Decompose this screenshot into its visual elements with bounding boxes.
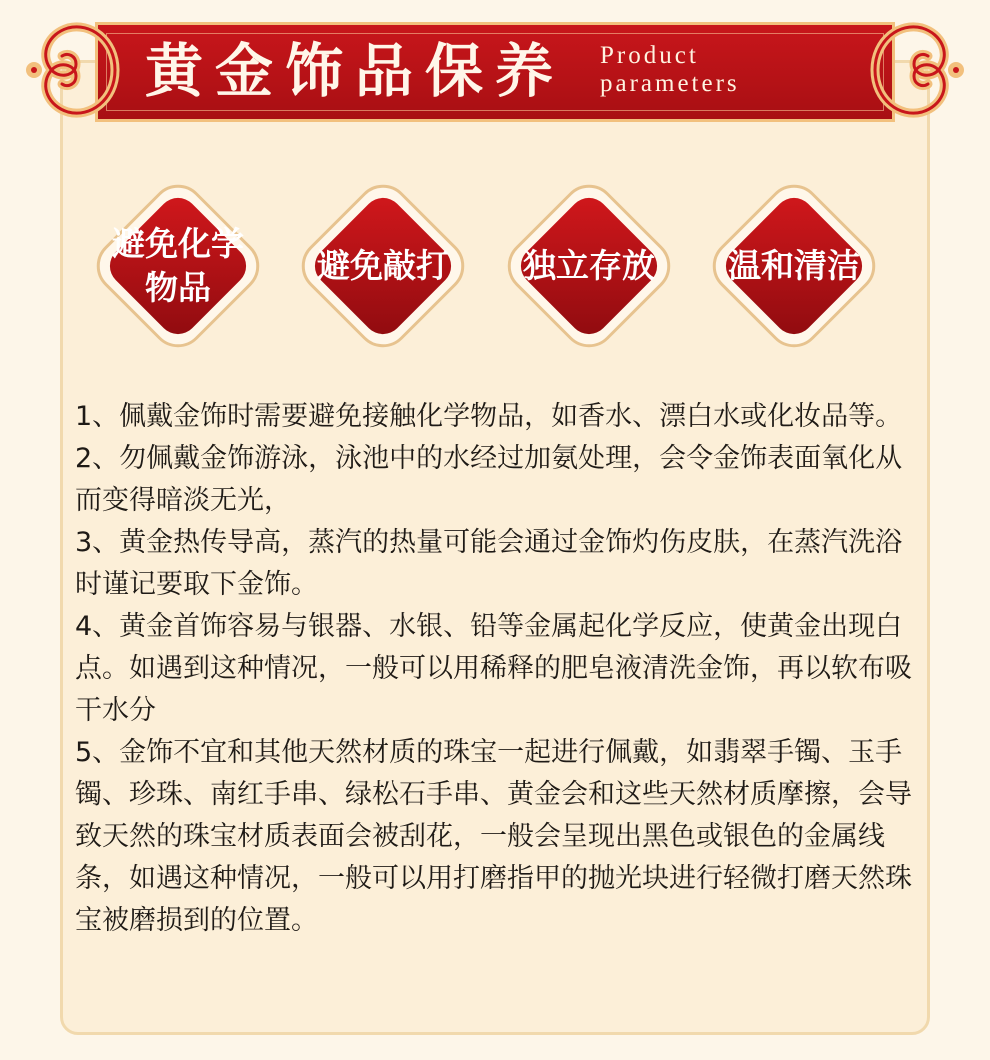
care-instructions [75, 396, 915, 942]
instruction-paragraph: 2、勿佩戴金饰游泳，泳池中的水经过加氨处理，会令金饰表面氧化从而变得暗淡无光， [75, 443, 903, 516]
tip-label: 避免化学 物品 [112, 224, 244, 307]
instruction-paragraph: 4、黄金首饰容易与银器、水银、铅等金属起化学反应，使黄金出现白点。如遇到这种情况，一般可以用稀释的肥皂液清洗金饰，再以软布吸干水分 [75, 611, 912, 726]
tip-label: 避免敲打 [317, 246, 449, 285]
care-tips-row [0, 160, 990, 370]
instruction-paragraph: 5、金饰不宜和其他天然材质的珠宝一起进行佩戴，如翡翠手镯、玉手镯、珍珠、南红手串、绿松石手串、黄金会和这些天然材质摩擦，会导致天然的珠宝材质表面会被刮花，一般会呈现出黑色或银色的金属线条，如遇这种情况，一般可以用打磨指甲的抛光块进行轻微打磨天然珠宝被磨损到的位置。 [75, 737, 912, 936]
tip-label: 独立存放 [523, 246, 655, 285]
page-title: 黄金饰品保养 [145, 37, 566, 105]
tip-gentle-cleaning [688, 160, 900, 372]
subtitle-line-2: parameters [600, 70, 740, 97]
cloud-ornament-left-icon [20, 10, 130, 130]
instruction-paragraph: 1、佩戴金饰时需要避免接触化学物品，如香水、漂白水或化妆品等。 [75, 401, 903, 432]
instruction-paragraph: 3、黄金热传导高，蒸汽的热量可能会通过金饰灼伤皮肤，在蒸汽洗浴时谨记要取下金饰。 [75, 527, 903, 600]
tip-avoid-chemicals [72, 160, 284, 372]
cloud-ornament-right-icon [860, 10, 970, 130]
page-subtitle [600, 42, 740, 98]
title-banner [0, 0, 990, 140]
subtitle-line-1: Product [600, 42, 699, 69]
tip-avoid-knocking [277, 160, 489, 372]
tip-store-separately [483, 160, 695, 372]
tip-label: 温和清洁 [728, 246, 860, 285]
